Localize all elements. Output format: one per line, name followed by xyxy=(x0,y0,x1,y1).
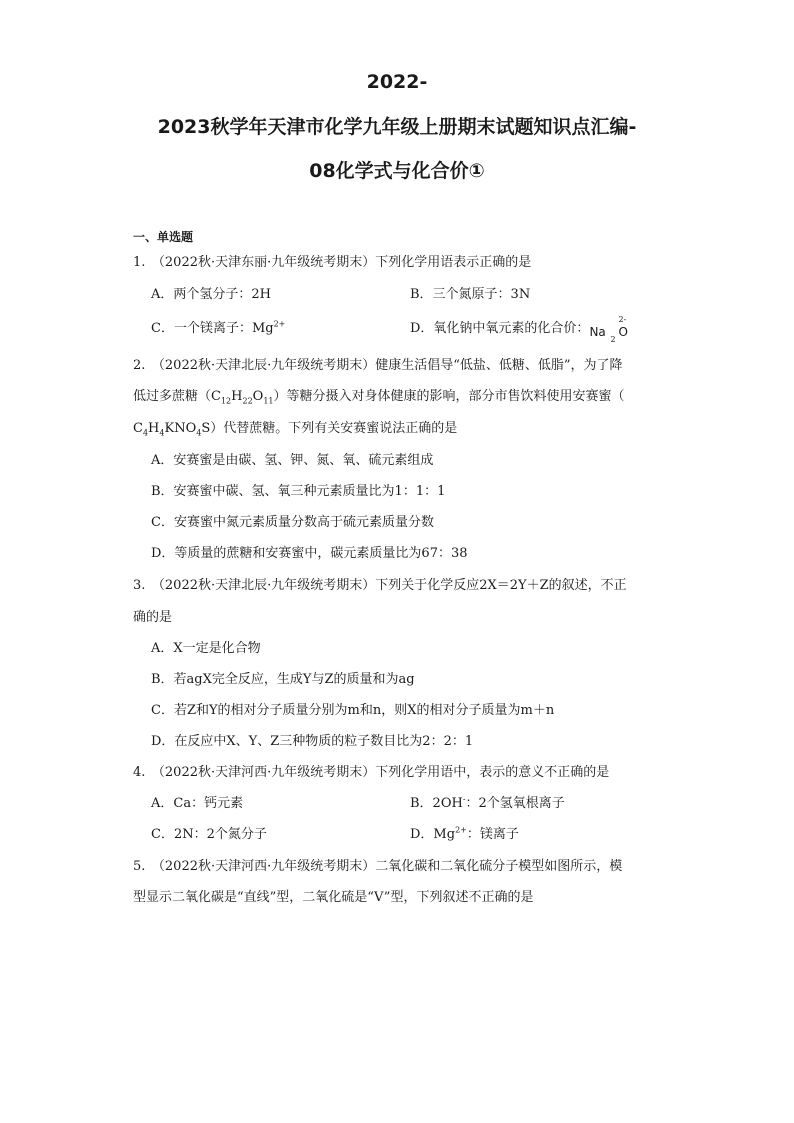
q1-option-c-charge: 2+ xyxy=(273,319,286,329)
q4-b-b: ：2个氢氧根离子 xyxy=(465,796,565,811)
q4-d-b: ：镁离子 xyxy=(466,827,519,842)
q2-l3-sub1: 4 xyxy=(142,428,149,438)
q2-l2-sub3: 11 xyxy=(263,396,274,406)
q2-l3-c: KNO xyxy=(164,421,197,436)
q2-l2-sub2: 22 xyxy=(242,396,253,406)
q1-option-c xyxy=(151,320,285,338)
section-heading: 一、单选题 xyxy=(133,230,194,244)
title-line-1: 2022- xyxy=(366,71,428,93)
q3-option-c: C．若Z和Y的相对分子质量分别为m和n，则X的相对分子质量为m＋n xyxy=(151,703,555,718)
q3-stem-line-1: 3. （2022秋·天津北辰·九年级统考期末）下列关于化学反应2X＝2Y＋Z的叙述，不正 xyxy=(133,578,627,593)
q1-option-a: A．两个氢分子：2H xyxy=(151,287,271,302)
q2-l2-a: 低过多蔗糖（C xyxy=(133,389,221,404)
formula-na: Na xyxy=(589,325,606,339)
q2-option-c: C．安赛蜜中氮元素质量分数高于硫元素质量分数 xyxy=(151,515,434,530)
q4-b-a: B．2OH xyxy=(410,796,463,811)
formula-na-sub: 2 xyxy=(610,335,616,344)
q1-option-d xyxy=(410,315,629,344)
q2-l2-sub1: 12 xyxy=(220,396,232,406)
q2-l3-sub2: 4 xyxy=(159,428,165,438)
q2-option-d: D．等质量的蔗糖和安赛蜜中，碳元素质量比为67：38 xyxy=(151,546,468,561)
q3-option-a: A．X一定是化合物 xyxy=(151,641,261,656)
q4-b-sup: - xyxy=(462,794,466,804)
q2-l3-sub3: 4 xyxy=(196,428,202,438)
q3-option-b: B．若agX完全反应，生成Y与Z的质量和为ag xyxy=(151,672,415,687)
q2-l2-b: H xyxy=(231,389,243,404)
q4-option-b xyxy=(410,795,565,813)
q4-option-d xyxy=(410,826,519,844)
q2-l2-c: O xyxy=(252,389,264,404)
q4-option-a: A．Ca：钙元素 xyxy=(151,796,244,811)
q2-stem-line-3 xyxy=(133,420,457,438)
q1-option-b: B．三个氮原子：3N xyxy=(410,287,531,302)
title-line-3: 08化学式与化合价① xyxy=(309,160,485,182)
q4-d-a: D．Mg xyxy=(410,827,456,842)
q2-l2-d: ）等糖分摄入对身体健康的影响，部分市售饮料使用安赛蜜（ xyxy=(273,389,625,404)
q3-stem-line-2: 确的是 xyxy=(133,610,173,625)
q2-l3-b: H xyxy=(148,421,160,436)
q5-stem-line-1: 5. （2022秋·天津河西·九年级统考期末）二氧化碳和二氧化硫分子模型如图所示，模 xyxy=(133,859,623,874)
q1-option-c-text: C．一个镁离子：Mg xyxy=(151,321,274,336)
formula-o-valence: 2- xyxy=(618,315,627,324)
q4-stem: 4. （2022秋·天津河西·九年级统考期末）下列化学用语中，表示的意义不正确的是 xyxy=(133,765,610,780)
q2-option-a: A．安赛蜜是由碳、氢、钾、氮、氧、硫元素组成 xyxy=(151,453,434,468)
formula-o: O xyxy=(618,325,628,339)
q2-stem-line-1: 2. （2022秋·天津北辰·九年级统考期末）健康生活倡导“低盐、低糖、低脂”，为了降 xyxy=(133,358,623,373)
q2-option-b: B．安赛蜜中碳、氢、氧三种元素质量比为1：1：1 xyxy=(151,484,446,499)
title-line-2: 2023秋学年天津市化学九年级上册期末试题知识点汇编- xyxy=(157,116,637,138)
q1-option-d-text: D．氧化钠中氧元素的化合价： xyxy=(410,321,590,336)
q2-stem-line-2 xyxy=(133,388,625,406)
q3-option-d: D．在反应中X、Y、Z三种物质的粒子数目比为2：2：1 xyxy=(151,734,474,749)
q2-l3-a: C xyxy=(133,421,143,436)
q2-l3-d: S）代替蔗糖。下列有关安赛蜜说法正确的是 xyxy=(201,421,458,436)
q4-d-sup: 2+ xyxy=(455,825,467,835)
q4-option-c: C．2N：2个氮分子 xyxy=(151,827,267,842)
q1-stem: 1. （2022秋·天津东丽·九年级统考期末）下列化学用语表示正确的是 xyxy=(133,255,532,270)
q5-stem-line-2: 型显示二氧化碳是“直线”型，二氧化硫是“V”型，下列叙述不正确的是 xyxy=(133,890,534,905)
valence-formula xyxy=(589,315,629,344)
